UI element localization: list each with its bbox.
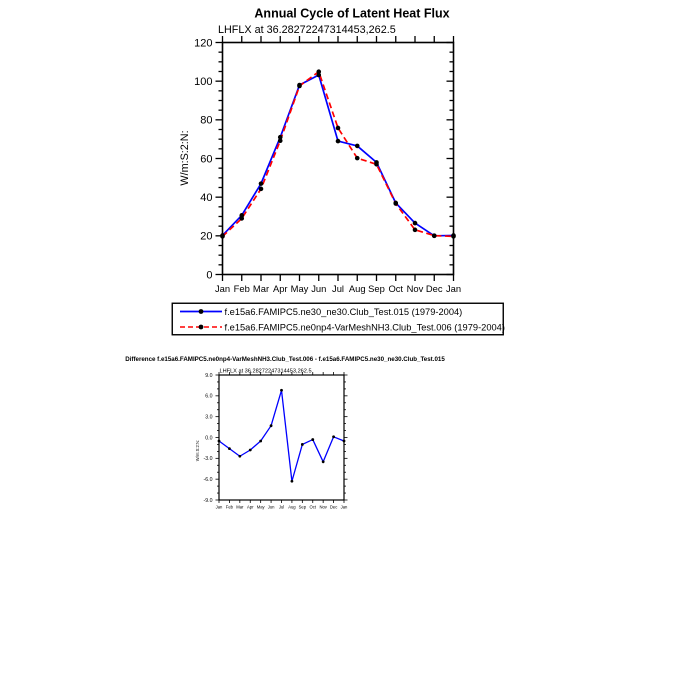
x-tick-label: Oct bbox=[388, 282, 404, 294]
series-line-1 bbox=[223, 72, 454, 237]
data-point-marker bbox=[291, 480, 294, 483]
x-tick-label: Jul bbox=[278, 504, 285, 510]
data-point-marker bbox=[278, 138, 283, 143]
diff-chart-ylabel: W/m:S:2:N: bbox=[195, 439, 200, 462]
diff-chart-plot bbox=[204, 372, 348, 510]
x-tick-label: Oct bbox=[309, 504, 317, 510]
y-tick-label: 100 bbox=[194, 76, 213, 89]
series-line-0 bbox=[219, 390, 344, 481]
legend bbox=[172, 303, 505, 335]
x-tick-label: Apr bbox=[246, 504, 254, 510]
x-tick-label: Jan bbox=[215, 504, 223, 510]
data-point-marker bbox=[432, 233, 437, 238]
y-tick-label: 60 bbox=[200, 153, 213, 166]
data-point-marker bbox=[413, 221, 418, 226]
y-tick-label: 20 bbox=[200, 230, 213, 243]
main-chart-ylabel: W/m:S:2:N: bbox=[179, 130, 191, 186]
y-tick-label: -6.0 bbox=[203, 476, 213, 483]
data-point-marker bbox=[301, 443, 304, 446]
data-point-marker bbox=[374, 162, 379, 167]
data-point-marker bbox=[280, 389, 283, 392]
y-tick-label: 0.0 bbox=[205, 435, 213, 442]
y-tick-label: 6.0 bbox=[205, 393, 213, 400]
x-tick-label: Jan bbox=[340, 504, 348, 510]
x-tick-label: Apr bbox=[272, 282, 288, 294]
x-tick-label: Jun bbox=[311, 282, 327, 294]
data-point-marker bbox=[297, 84, 302, 89]
y-tick-label: 3.0 bbox=[205, 414, 213, 421]
x-tick-label: Sep bbox=[298, 504, 307, 510]
data-point-marker bbox=[259, 187, 264, 192]
legend-label-series2: f.e15a6.FAMIPC5.ne0np4-VarMeshNH3.Club_Test.006 (1979-2004) bbox=[224, 322, 505, 333]
y-tick-label: -9.0 bbox=[203, 497, 213, 504]
legend-marker-icon bbox=[199, 325, 204, 330]
legend-marker-icon bbox=[199, 309, 204, 314]
data-point-marker bbox=[270, 424, 273, 427]
x-tick-label: May bbox=[256, 504, 265, 510]
x-tick-label: May bbox=[290, 282, 309, 294]
data-point-marker bbox=[259, 181, 264, 186]
data-point-marker bbox=[413, 228, 418, 233]
main-chart-plot bbox=[194, 36, 461, 294]
main-chart-title: Annual Cycle of Latent Heat Flux bbox=[254, 6, 450, 21]
x-tick-label: Feb bbox=[225, 504, 234, 510]
data-point-marker bbox=[239, 216, 244, 221]
x-tick-label: Nov bbox=[319, 504, 327, 510]
data-point-marker bbox=[311, 438, 314, 441]
x-tick-label: Nov bbox=[406, 282, 424, 294]
diff-chart-title: Difference f.e15a6.FAMIPC5.ne0np4-VarMeshNH3.Club_Test.006 - f.e15a6.FAMIPC5.ne30_ne30.Club_Test.015 bbox=[125, 356, 445, 363]
x-tick-label: Jan bbox=[445, 282, 462, 294]
x-tick-label: Jun bbox=[267, 504, 275, 510]
x-tick-label: Mar bbox=[252, 282, 270, 294]
data-point-marker bbox=[316, 69, 321, 74]
y-tick-label: 120 bbox=[194, 37, 213, 50]
x-tick-label: Dec bbox=[425, 282, 443, 294]
y-tick-label: 0 bbox=[206, 269, 213, 282]
data-point-marker bbox=[228, 447, 231, 450]
x-tick-label: Mar bbox=[236, 504, 244, 510]
data-point-marker bbox=[343, 440, 346, 443]
data-point-marker bbox=[355, 144, 360, 149]
legend-label-series1: f.e15a6.FAMIPC5.ne30_ne30.Club_Test.015 (1979-2004) bbox=[224, 306, 463, 317]
diff-chart-subtitle: LHFLX at 36.28272247314453,262.5 bbox=[219, 368, 312, 375]
x-tick-label: Sep bbox=[368, 282, 385, 294]
data-point-marker bbox=[332, 435, 335, 438]
data-point-marker bbox=[218, 440, 221, 443]
data-point-marker bbox=[220, 234, 225, 239]
data-point-marker bbox=[355, 156, 360, 161]
data-point-marker bbox=[249, 449, 252, 452]
y-tick-label: 9.0 bbox=[205, 372, 213, 379]
data-point-marker bbox=[336, 126, 341, 131]
data-point-marker bbox=[322, 460, 325, 463]
y-tick-label: 40 bbox=[200, 192, 213, 205]
x-tick-label: Feb bbox=[233, 282, 250, 294]
main-chart-subtitle: LHFLX at 36.28272247314453,262.5 bbox=[218, 24, 396, 36]
x-tick-label: Dec bbox=[329, 504, 338, 510]
y-tick-label: -3.0 bbox=[203, 456, 213, 463]
data-point-marker bbox=[451, 234, 456, 239]
data-point-marker bbox=[238, 455, 241, 458]
data-point-marker bbox=[393, 201, 398, 206]
y-tick-label: 80 bbox=[200, 114, 213, 127]
data-point-marker bbox=[336, 139, 341, 144]
x-tick-label: Aug bbox=[288, 504, 296, 510]
series-line-0 bbox=[223, 75, 454, 236]
x-tick-label: Aug bbox=[348, 282, 366, 294]
x-tick-label: Jul bbox=[332, 282, 344, 294]
data-point-marker bbox=[259, 440, 262, 443]
x-tick-label: Jan bbox=[214, 282, 231, 294]
plot-frame bbox=[223, 43, 454, 275]
